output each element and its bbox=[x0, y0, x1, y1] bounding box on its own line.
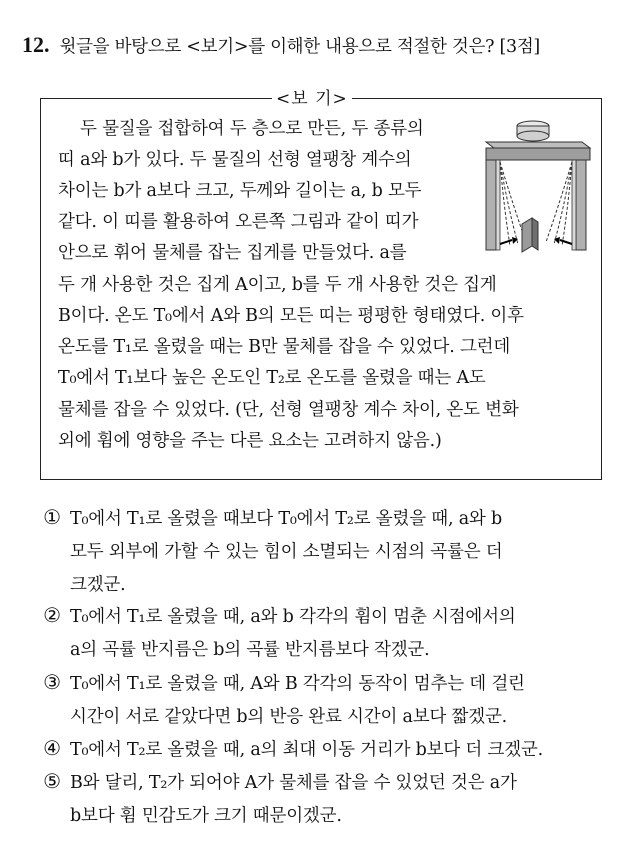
choice-4[interactable] bbox=[40, 736, 543, 761]
choice-1[interactable] bbox=[40, 505, 502, 530]
choice-text: T₀에서 T₁로 올렸을 때, A와 B 각각의 동작이 멈추는 데 걸린 bbox=[70, 674, 525, 694]
choice-5-line-2: b보다 휨 민감도가 크기 때문이겠군. bbox=[70, 806, 342, 826]
choice-1-line-3: 크겠군. bbox=[70, 575, 126, 595]
bogi-line: B이다. 온도 T₀에서 A와 B의 모든 띠는 평평한 형태였다. 이후 bbox=[58, 306, 524, 326]
bogi-line: 같다. 이 띠를 활용하여 오른쪽 그림과 같이 띠가 bbox=[58, 212, 419, 232]
choice-2-line-2: a의 곡률 반지름은 b의 곡률 반지름보다 작겠군. bbox=[70, 640, 430, 660]
choice-number: ④ bbox=[43, 736, 61, 760]
choice-number: ③ bbox=[43, 670, 61, 694]
gripper-figure bbox=[478, 118, 594, 266]
bogi-title: <보 기> bbox=[272, 84, 352, 109]
question-header bbox=[22, 32, 540, 58]
bogi-line: 물체를 잡을 수 있었다. (단, 선형 열팽창 계수 차이, 온도 변화 bbox=[58, 400, 519, 420]
bogi-line: 띠 a와 b가 있다. 두 물질의 선형 열팽창 계수의 bbox=[58, 150, 412, 170]
bogi-line: 차이는 b가 a보다 크고, 두께와 길이는 a, b 모두 bbox=[58, 181, 422, 201]
choice-3[interactable] bbox=[40, 670, 525, 695]
bogi-line: 두 개 사용한 것은 집게 A이고, b를 두 개 사용한 것은 집게 bbox=[58, 275, 497, 295]
choice-2[interactable] bbox=[40, 603, 516, 628]
choice-3-line-2: 시간이 서로 같았다면 b의 반응 완료 시간이 a보다 짧겠군. bbox=[70, 707, 508, 727]
bogi-line: T₀에서 T₁보다 높은 온도인 T₂로 온도를 올렸을 때는 A도 bbox=[58, 368, 486, 388]
choice-number: ② bbox=[43, 603, 61, 627]
bogi-line: 두 물질을 접합하여 두 층으로 만든, 두 종류의 bbox=[80, 119, 424, 139]
choice-text: T₀에서 T₁로 올렸을 때보다 T₀에서 T₂로 올렸을 때, a와 b bbox=[70, 509, 502, 529]
choice-1-line-2: 모두 외부에 가할 수 있는 힘이 소멸되는 시점의 곡률은 더 bbox=[70, 542, 503, 562]
choice-number: ① bbox=[43, 505, 61, 529]
choice-5[interactable] bbox=[40, 769, 517, 794]
choice-text: T₀에서 T₁로 올렸을 때, a와 b 각각의 휨이 멈춘 시점에서의 bbox=[70, 607, 516, 627]
question-number: 12. bbox=[22, 32, 50, 57]
question-stem: 윗글을 바탕으로 <보기>를 이해한 내용으로 적절한 것은? [3점] bbox=[59, 37, 540, 57]
choice-number: ⑤ bbox=[43, 769, 61, 793]
bogi-line: 안으로 휘어 물체를 잡는 집게를 만들었다. a를 bbox=[58, 243, 407, 263]
bogi-line: 온도를 T₁로 올렸을 때는 B만 물체를 잡을 수 있었다. 그런데 bbox=[58, 337, 511, 357]
bogi-line: 외에 휨에 영향을 주는 다른 요소는 고려하지 않음.) bbox=[58, 431, 442, 451]
choice-text: B와 달리, T₂가 되어야 A가 물체를 잡을 수 있었던 것은 a가 bbox=[70, 773, 517, 793]
choice-text: T₀에서 T₂로 올렸을 때, a의 최대 이동 거리가 b보다 더 크겠군. bbox=[70, 740, 543, 760]
